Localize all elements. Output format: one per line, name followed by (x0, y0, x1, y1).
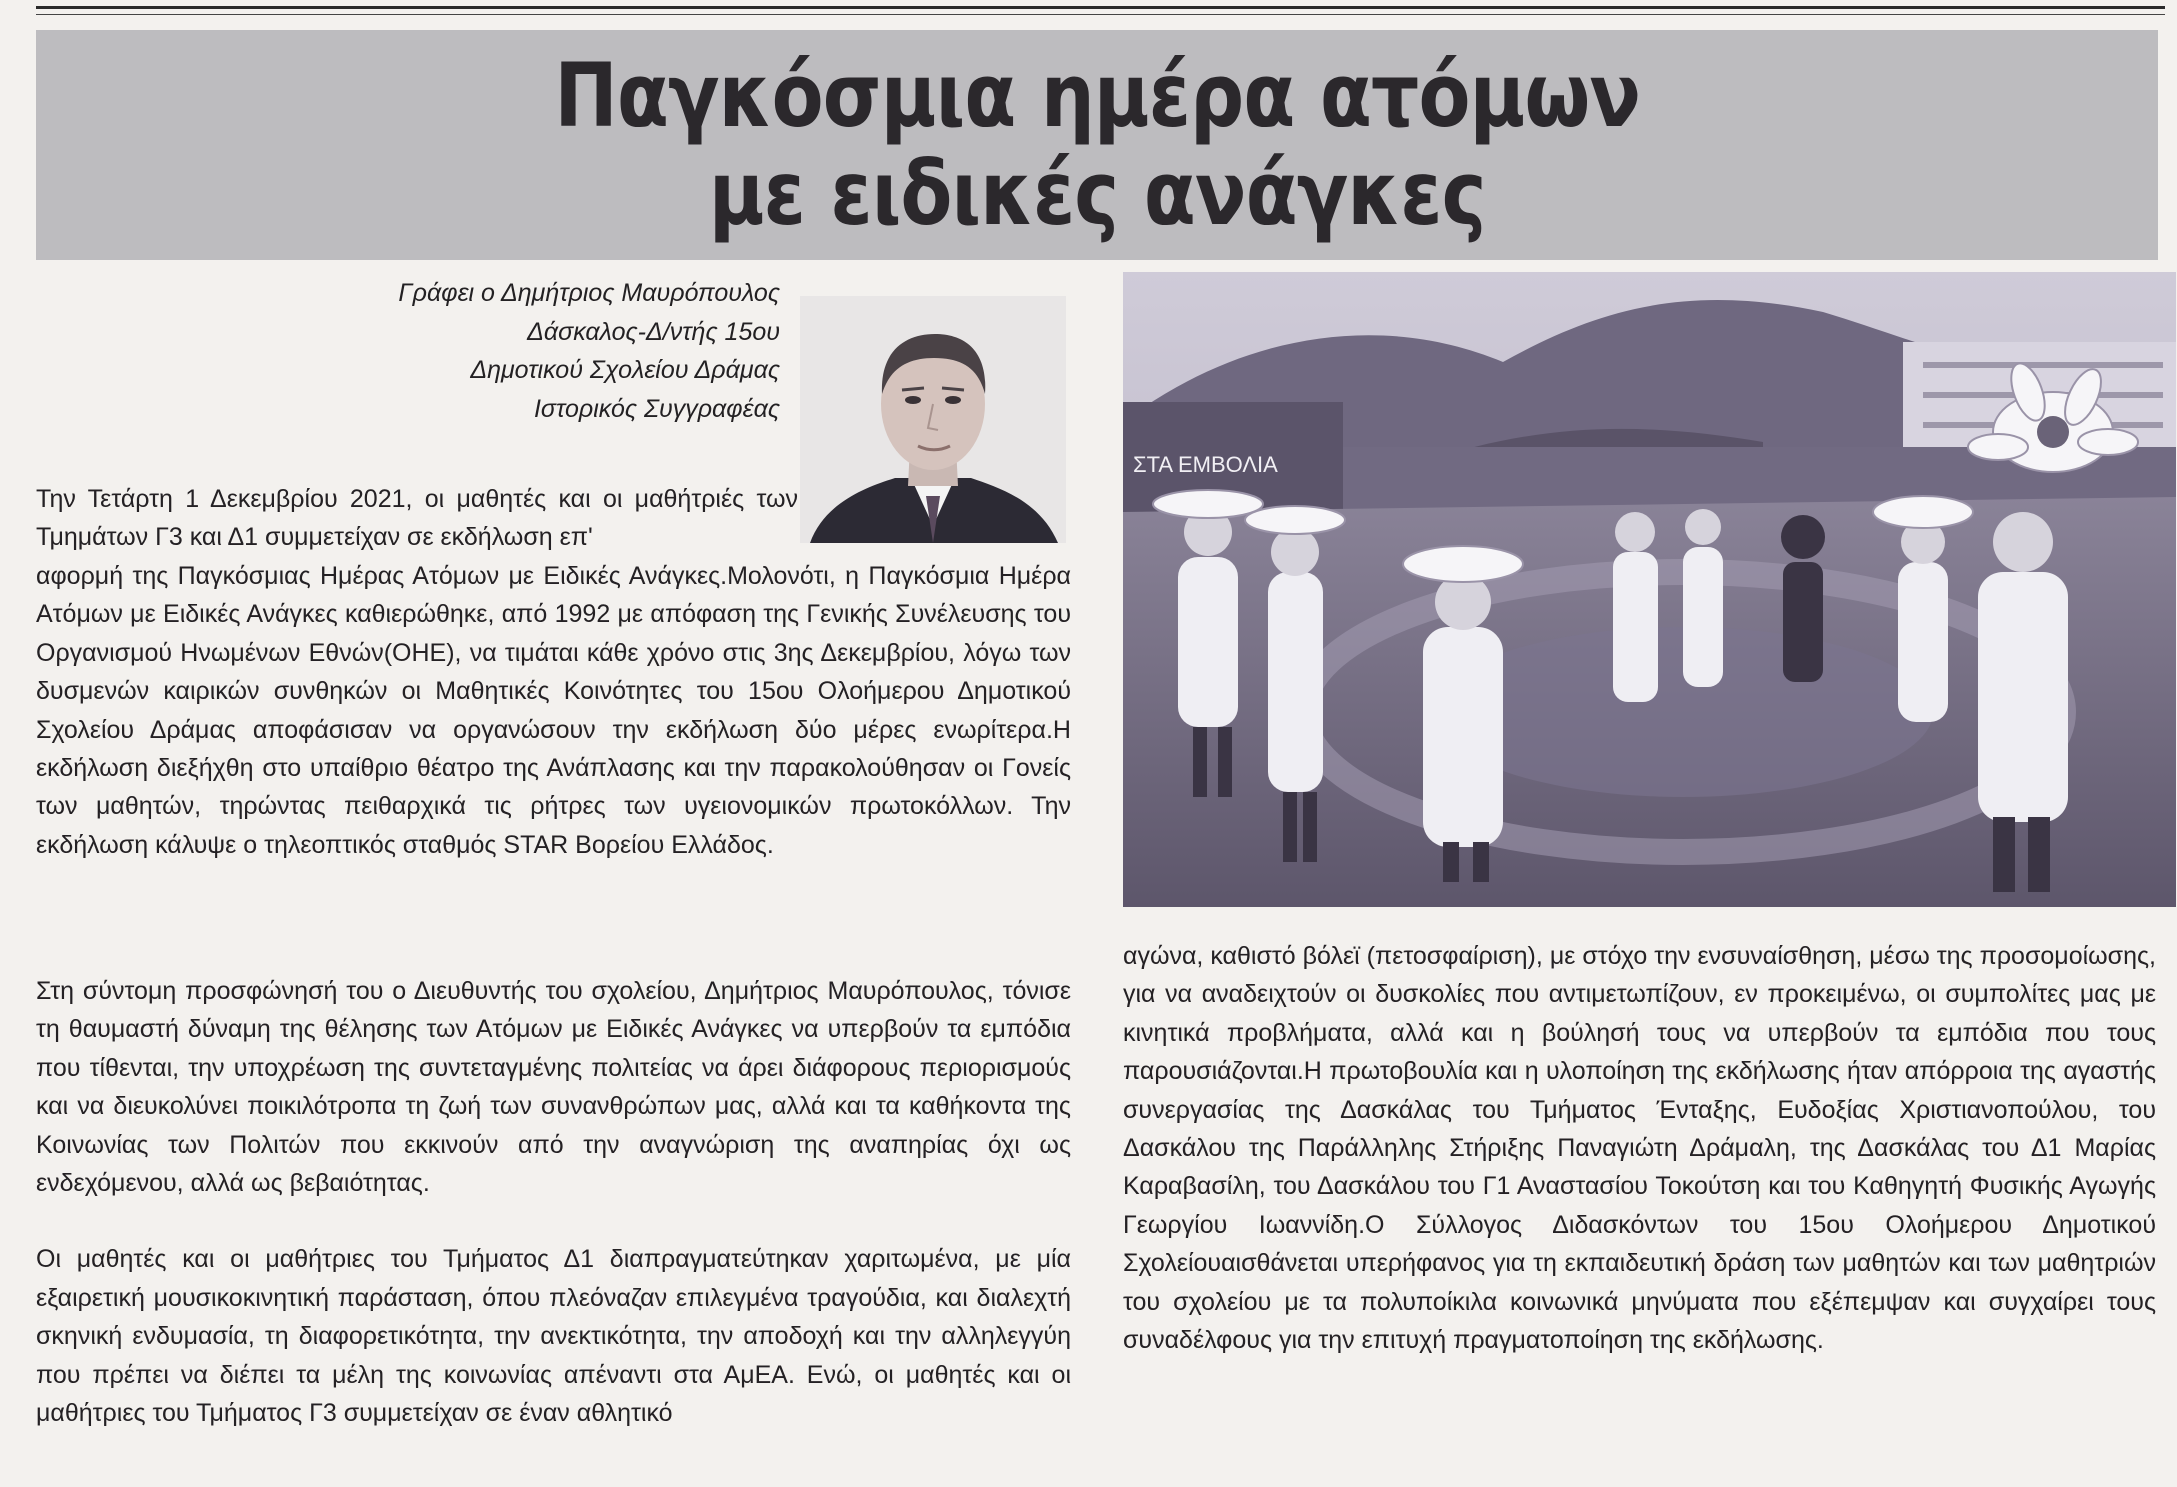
paragraph-1-start: Την Τετάρτη 1 Δεκεμβρίου 2021, οι μαθητές και οι μαθήτριές των Τμημάτων Γ3 και Δ1 συμμετείχαν σε εκδήλωση επ' (36, 485, 798, 552)
author-portrait (800, 296, 1066, 543)
headline-band (36, 30, 2158, 260)
byline-line-title: Ιστορικός Συγγραφέας (533, 394, 780, 423)
top-rule (36, 6, 2165, 9)
byline-line-author: Γράφει ο Δημήτριος Μαυρόπουλος (398, 279, 780, 307)
paragraph-1 (36, 557, 1071, 864)
right-column-body (1123, 937, 2156, 1359)
wall-graffiti-text: ΣΤΑ ΕΜΒΟΛΙΑ (1133, 452, 1278, 477)
paragraph-4: αγώνα, καθιστό βόλεϊ (πετοσφαίριση), με στόχο την ενσυναίσθηση, μέσω της προσομοίωσης, για να αναδειχτούν οι δυσκολίες που αντιμετωπίζουν, εν προκειμένω, οι συμπολίτες μας με κινητικά προβλήματα, αλλά και η βούλησή τους να υπερβούν τα εμπόδια που τους παρουσιάζονται.Η πρωτοβουλία και η υλοποίηση της εκδήλωσης ήταν απόρροια της αγαστής συνεργασίας της Δασκάλας του Τμήματος Ένταξης, Ευδοξίας Χριστιανοπούλου, του Δασκάλου της Παράλληλης Στήριξης Παναγιώτη Δράμαλη, της Δασκάλας του Δ1 Μαρίας Καραβασίλη, του Δασκάλου του Γ1 Αναστασίου Τοκούτση και του Καθηγητή Φυσικής Αγωγής Γεωργίου Ιωαννίδη.Ο Σύλλογος Διδασκόντων του 15ου Ολοήμερου Δημοτικού Σχολείουαισθάνεται υπερήφανος για τη εκπαιδευτική δράση των μαθητών και των μαθητριών του σχολείου με τα πολυποίκιλα κοινωνικά μηνύματα που εξέπεμψαν και συγχαίρει τους συναδέλφους για την επιτυχή πραγματοποίηση της εκδήλωσης. (1123, 942, 2156, 1355)
paragraph-3: Οι μαθητές και οι μαθήτριες του Τμήματος Δ1 διαπραγματεύτηκαν χαριτωμένα, με μία εξαιρετική μουσικοκινητική παράσταση, όπου πλεόναζαν επιλεγμένα τραγούδια, και διαλεχτή σκηνική ενδυμασία, τη διαφορετικότητα, την ανεκτικότητα, την αποδοχή και την αλληλεγγύη που πρέπει να διέπει τα μέλη της κοινωνίας απέναντι στα ΑμΕΑ. Ενώ, οι μαθητές και οι μαθήτριες του Τμήματος Γ3 συμμετείχαν σε έναν αθλητικό (36, 1245, 1071, 1428)
event-photo (1123, 272, 2176, 907)
byline-line-role: Δάσκαλος-Δ/ντής 15ου (527, 317, 780, 346)
byline-line-school: Δημοτικού Σχολείου Δράμας (470, 356, 780, 384)
author-byline (200, 274, 780, 428)
paragraph-2: Στη σύντομη προσφώνησή του ο Διευθυντής του σχολείου, Δημήτριος Μαυρόπουλος, τόνισε τη θαυμαστή δύναμη της θέλησης των Ατόμων με Ειδικές Ανάγκες να υπερβούν τα εμπόδια που τίθενται, την υποχρέωση της συντεταγμένης πολιτείας να άρει διάφορους περιορισμούς και να διευκολύνει ποικιλότροπα τη ζωή των συνανθρώπων μας, αλλά και τα καθήκοντα της Κοινωνίας των Πολιτών που εκκινούν από την αναγνώριση της αναπηρίας όχι ως ενδεχόμενου, αλλά ως βεβαιότητας. (36, 977, 1071, 1198)
paragraph-1-rest: αφορμή της Παγκόσμιας Ημέρας Ατόμων με Ειδικές Ανάγκες.Μολονότι, η Παγκόσμια Ημέρα Ατόμων με Ειδικές Ανάγκες καθιερώθηκε, από 1992 με απόφαση της Γενικής Συνέλευσης του Οργανισμού Ηνωμένων Εθνών(ΟΗΕ), να τιμάται κάθε χρόνο στις 3ης Δεκεμβρίου, λόγω των δυσμενών καιρικών συνθηκών οι Μαθητικές Κοινότητες του 15ου Ολοήμερου Δημοτικού Σχολείου Δράμας αποφάσισαν να οργανώσουν την εκδήλωση δύο μέρες ενωρίτερα.Η εκδήλωση διεξήχθη στο υπαίθριο θέατρο της Ανάπλασης και την παρακολούθησαν οι Γονείς των μαθητών, τηρώντας πειθαρχικά τις ρήτρες των υγειονομικών πρωτοκόλλων. Την εκδήλωση κάλυψε ο τηλεοπτικός σταθμός STAR Βορείου Ελλάδος. (36, 562, 1071, 859)
lead-paragraph-intro (36, 480, 798, 557)
top-rule-thin (36, 14, 2165, 15)
article-headline: Παγκόσμια ημέρα ατόμων με ειδικές ανάγκες (554, 44, 1640, 245)
left-column-body (36, 972, 1071, 1432)
